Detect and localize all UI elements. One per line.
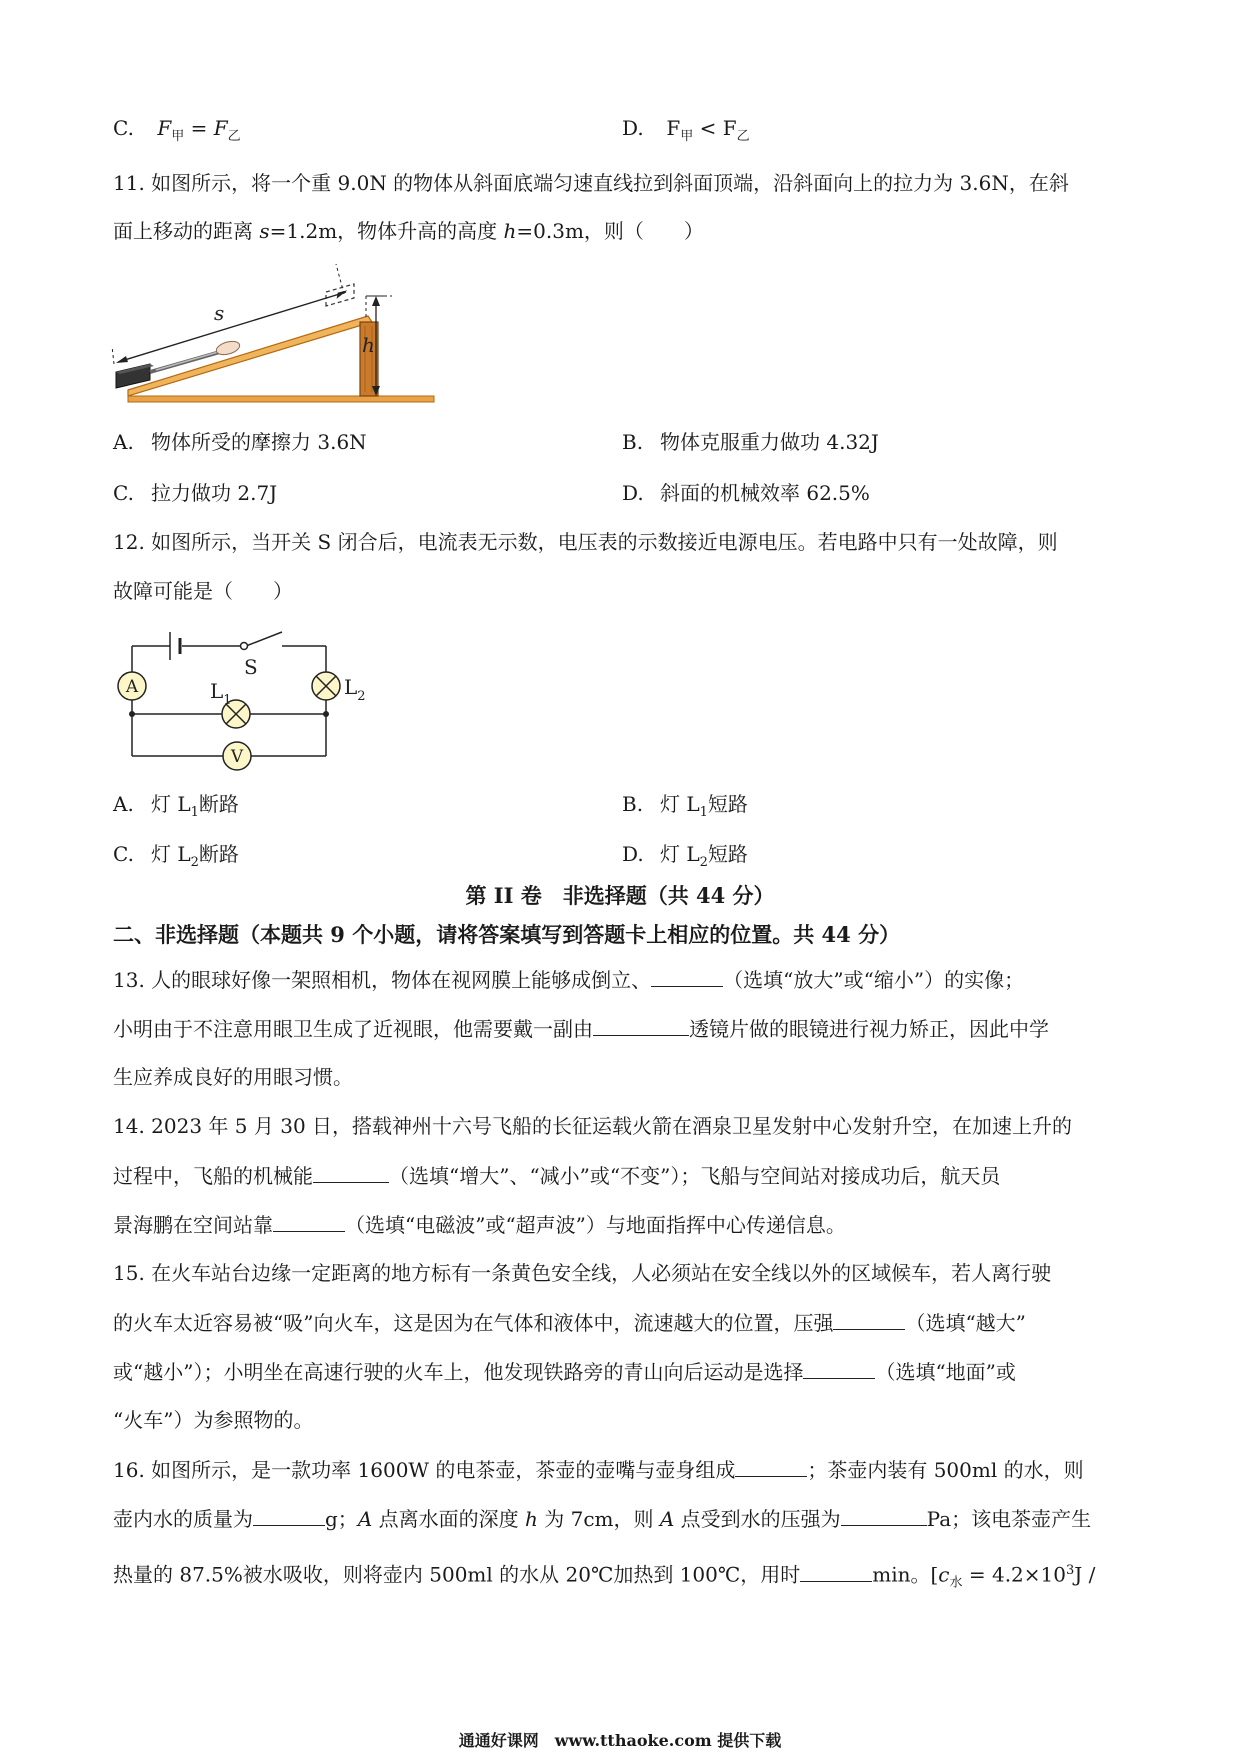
q14-line3: 景海鹏在空间站靠 （选填“电磁波”或“超声波”）与地面指挥中心传递信息。: [113, 1209, 1133, 1240]
q11-option-b: B. 物体克服重力做功 4.32J: [622, 430, 879, 454]
answer-blank[interactable]: [253, 1503, 325, 1526]
switch-label: S: [244, 655, 258, 679]
section-heading: 二、非选择题（本题共 9 个小题，请将答案填写到答题卡上相应的位置。共 44 分）: [113, 922, 901, 947]
answer-blank[interactable]: [735, 1454, 807, 1477]
answer-blank[interactable]: [833, 1307, 905, 1330]
answer-blank[interactable]: [313, 1160, 389, 1183]
label-h: h: [362, 333, 375, 357]
svg-text:L2: $L_2$: [344, 675, 366, 704]
q11-stem-line2: 面上移动的距离 s=1.2m，物体升高的高度 h=0.3m，则（ ）: [113, 219, 704, 243]
f-yi: F: [213, 116, 228, 140]
answer-blank[interactable]: [651, 964, 723, 987]
q16-line3: 热量的 87.5%被水吸收，则将壶内 500ml 的水从 20℃加热到 100℃，用时 min。[$c_水 = 4.2\times 10^3J$ /: [113, 1556, 1133, 1599]
q12-option-a: A. 灯 $L_1$断路: [113, 792, 239, 820]
q12-option-d: D. 灯 $L_2$短路: [622, 842, 748, 870]
q12-stem-line2: 故障可能是（ ）: [113, 579, 293, 603]
q15-line3: 或“越小”）；小明坐在高速行驶的火车上，他发现铁路旁的青山向后运动是选择 （选填“地面”或: [113, 1356, 1133, 1387]
page-footer: 通通好课网 www.tthaoke.com 提供下载: [458, 1731, 782, 1750]
q10-option-d: D. $F_甲 < F_乙$: [622, 116, 750, 144]
q15-line1: 15. 在火车站台边缘一定距离的地方标有一条黄色安全线，人必须站在安全线以外的区域候车，若人离行驶: [113, 1261, 1052, 1285]
f-jia: F: [157, 116, 172, 140]
q15-line4: “火车”）为参照物的。: [113, 1408, 314, 1432]
q16-line1: 16. 如图所示，是一款功率 1600W 的电茶壶，茶壶的壶嘴与壶身组成 ；茶壶内装有 500ml 的水，则: [113, 1454, 1133, 1485]
q11-option-d: D. 斜面的机械效率 62.5%: [622, 481, 870, 505]
incline-base: [128, 396, 434, 402]
svg-text:A: A: [125, 677, 139, 697]
q11-stem-line1: 11. 如图所示，将一个重 9.0N 的物体从斜面底端匀速直线拉到斜面顶端，沿斜面向上的拉力为 3.6N，在斜: [113, 171, 1069, 195]
section-title: 第 II 卷 非选择题（共 44 分）: [465, 883, 775, 908]
q12-stem-line1: 12. 如图所示，当开关 S 闭合后，电流表无示数，电压表的示数接近电源电压。若电路中只有一处故障，则: [113, 530, 1058, 554]
answer-blank[interactable]: [841, 1503, 927, 1526]
q10-option-c: C. $F_甲 = F_乙$: [113, 116, 241, 144]
q13-line3: 生应养成良好的用眼习惯。: [113, 1065, 353, 1089]
q12-option-c: C. 灯 $L_2$断路: [113, 842, 239, 870]
label-s: s: [214, 301, 225, 325]
q15-line2: 的火车太近容易被“吸”向火车，这是因为在气体和液体中，流速越大的位置，压强 （选填“越大”: [113, 1307, 1133, 1338]
q13-line2: 小明由于不注意用眼卫生成了近视眼，他需要戴一副由 透镜片做的眼镜进行视力矫正，因此中学: [113, 1013, 1133, 1044]
answer-blank[interactable]: [593, 1013, 689, 1036]
answer-blank[interactable]: [800, 1559, 872, 1582]
q12-option-b: B. 灯 $L_1$短路: [622, 792, 748, 820]
answer-blank[interactable]: [803, 1356, 875, 1379]
incline-board: [128, 316, 372, 396]
incline-figure: [110, 262, 440, 410]
circuit-figure: [112, 620, 382, 770]
svg-text:L1: $L_1$: [210, 679, 232, 708]
q13-line1: 13. 人的眼球好像一架照相机，物体在视网膜上能够成倒立、 （选填“放大”或“缩小”）的实像；: [113, 964, 1133, 995]
q14-line1: 14. 2023 年 5 月 30 日，搭载神州十六号飞船的长征运载火箭在酒泉卫星发射中心发射升空，在加速上升的: [113, 1114, 1073, 1138]
svg-text:V: V: [230, 747, 244, 767]
q11-option-a: A. 物体所受的摩擦力 3.6N: [113, 430, 367, 454]
q14-line2: 过程中，飞船的机械能 （选填“增大”、“减小”或“不变”）；飞船与空间站对接成功后，航天员: [113, 1160, 1133, 1191]
q11-option-c: C. 拉力做功 2.7J: [113, 481, 278, 505]
q16-line2: 壶内水的质量为 g；A 点离水面的深度 h 为 7cm，则 A 点受到水的压强为 Pa；该电茶壶产生: [113, 1503, 1133, 1534]
answer-blank[interactable]: [273, 1209, 345, 1232]
